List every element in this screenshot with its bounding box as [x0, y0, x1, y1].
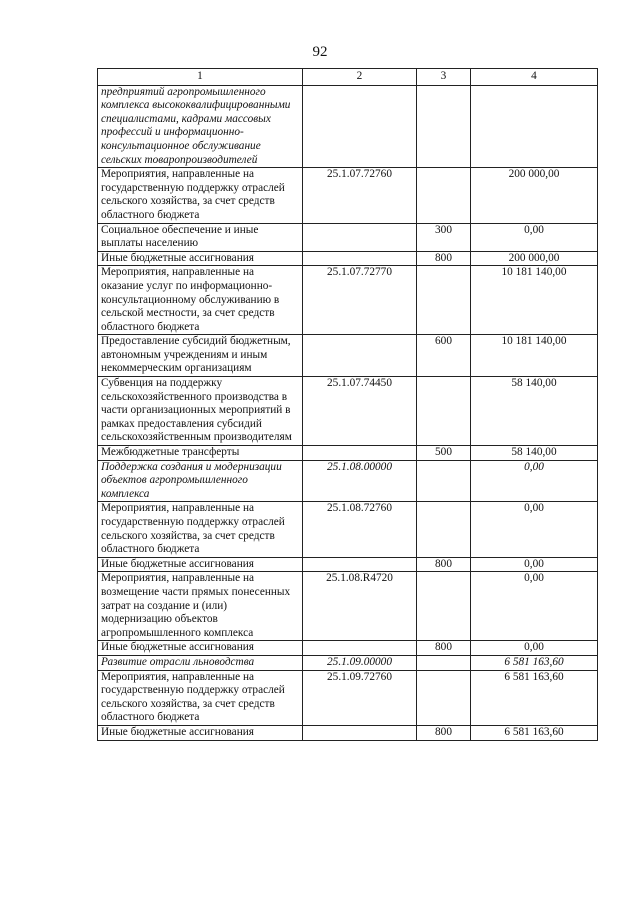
table-row: [98, 335, 598, 377]
row-type-cell: 800: [417, 641, 471, 656]
row-sum-cell: 6 581 163,60: [471, 725, 598, 740]
table-row: [98, 502, 598, 557]
column-header-sum: 4: [471, 69, 598, 86]
table-row: [98, 251, 598, 266]
row-name-cell: предприятий агропромышленного комплекса высококвалифицированными специалистами, кадрами массовых профессий и информационно-консультационное обслуживание сельских товаропроизводителей: [98, 85, 303, 168]
row-sum-cell: 0,00: [471, 460, 598, 502]
row-name-cell: Развитие отрасли льноводства: [98, 655, 303, 670]
table-header-row: [98, 69, 598, 86]
row-sum-cell: 10 181 140,00: [471, 335, 598, 377]
table-row: [98, 460, 598, 502]
row-code-cell: [303, 446, 417, 461]
row-name-cell: Иные бюджетные ассигнования: [98, 557, 303, 572]
table-row: [98, 557, 598, 572]
row-type-cell: [417, 502, 471, 557]
row-name-cell: Поддержка создания и модернизации объектов агропромышленного комплекса: [98, 460, 303, 502]
row-type-cell: 800: [417, 725, 471, 740]
row-type-cell: 800: [417, 251, 471, 266]
row-name-cell: Иные бюджетные ассигнования: [98, 251, 303, 266]
row-code-cell: 25.1.09.00000: [303, 655, 417, 670]
row-sum-cell: 0,00: [471, 572, 598, 641]
table-row: [98, 223, 598, 251]
column-header-code: 2: [303, 69, 417, 86]
row-sum-cell: [471, 85, 598, 168]
row-code-cell: [303, 335, 417, 377]
row-name-cell: Мероприятия, направленные на государственную поддержку отраслей сельского хозяйства, за счет средств областного бюджета: [98, 168, 303, 223]
row-name-cell: Мероприятия, направленные на государственную поддержку отраслей сельского хозяйства, за счет средств областного бюджета: [98, 670, 303, 725]
row-sum-cell: 10 181 140,00: [471, 266, 598, 335]
row-type-cell: [417, 85, 471, 168]
row-code-cell: 25.1.07.72760: [303, 168, 417, 223]
table-row: [98, 446, 598, 461]
row-code-cell: 25.1.07.74450: [303, 377, 417, 446]
row-code-cell: [303, 223, 417, 251]
row-code-cell: 25.1.08.72760: [303, 502, 417, 557]
table-row: [98, 572, 598, 641]
row-code-cell: [303, 725, 417, 740]
row-type-cell: 500: [417, 446, 471, 461]
row-sum-cell: 6 581 163,60: [471, 655, 598, 670]
row-name-cell: Мероприятия, направленные на возмещение части прямых понесенных затрат на создание и (или) модернизацию объектов агропромышленного комплекса: [98, 572, 303, 641]
row-sum-cell: 200 000,00: [471, 251, 598, 266]
row-code-cell: [303, 251, 417, 266]
row-type-cell: [417, 655, 471, 670]
row-type-cell: [417, 266, 471, 335]
row-name-cell: Межбюджетные трансферты: [98, 446, 303, 461]
table-row: [98, 168, 598, 223]
row-sum-cell: 0,00: [471, 557, 598, 572]
row-type-cell: [417, 377, 471, 446]
row-sum-cell: 6 581 163,60: [471, 670, 598, 725]
row-type-cell: 300: [417, 223, 471, 251]
row-type-cell: [417, 460, 471, 502]
row-name-cell: Предоставление субсидий бюджетным, автономным учреждениям и иным некоммерческим организациям: [98, 335, 303, 377]
row-name-cell: Иные бюджетные ассигнования: [98, 641, 303, 656]
row-name-cell: Мероприятия, направленные на оказание услуг по информационно-консультационному обслуживанию в сельской местности, за счет средств областного бюджета: [98, 266, 303, 335]
table-row: [98, 377, 598, 446]
row-type-cell: [417, 572, 471, 641]
column-header-name: 1: [98, 69, 303, 86]
table-row: [98, 85, 598, 168]
column-header-type: 3: [417, 69, 471, 86]
row-type-cell: [417, 168, 471, 223]
row-code-cell: [303, 641, 417, 656]
budget-table: [97, 68, 598, 741]
row-sum-cell: 58 140,00: [471, 446, 598, 461]
table-row: [98, 670, 598, 725]
table-row: [98, 725, 598, 740]
page-number: 92: [312, 44, 328, 60]
row-name-cell: Социальное обеспечение и иные выплаты населению: [98, 223, 303, 251]
row-type-cell: [417, 670, 471, 725]
row-name-cell: Мероприятия, направленные на государственную поддержку отраслей сельского хозяйства, за счет средств областного бюджета: [98, 502, 303, 557]
row-sum-cell: 200 000,00: [471, 168, 598, 223]
row-type-cell: 800: [417, 557, 471, 572]
table-row: [98, 641, 598, 656]
row-code-cell: [303, 85, 417, 168]
table-row: [98, 655, 598, 670]
row-sum-cell: 0,00: [471, 502, 598, 557]
row-sum-cell: 0,00: [471, 223, 598, 251]
row-code-cell: 25.1.07.72770: [303, 266, 417, 335]
row-code-cell: 25.1.08.00000: [303, 460, 417, 502]
row-name-cell: Иные бюджетные ассигнования: [98, 725, 303, 740]
row-code-cell: [303, 557, 417, 572]
row-name-cell: Субвенция на поддержку сельскохозяйственного производства в части организационных мероприятий в рамках предоставления субсидий сельскохозяйственным производителям: [98, 377, 303, 446]
row-sum-cell: 58 140,00: [471, 377, 598, 446]
row-type-cell: 600: [417, 335, 471, 377]
table-row: [98, 266, 598, 335]
row-code-cell: 25.1.09.72760: [303, 670, 417, 725]
row-code-cell: 25.1.08.R4720: [303, 572, 417, 641]
row-sum-cell: 0,00: [471, 641, 598, 656]
